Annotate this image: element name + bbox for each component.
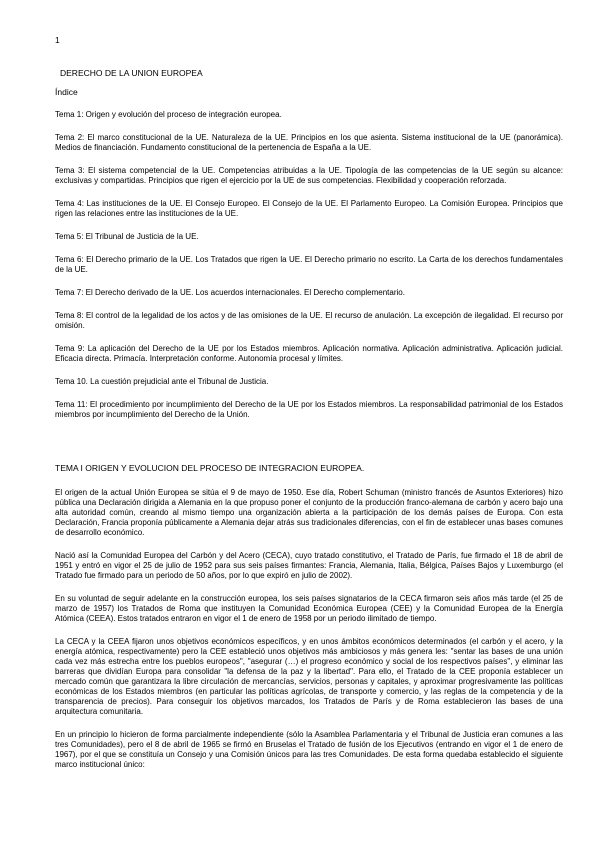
index-heading: Índice [55, 87, 78, 97]
topic-item: Tema 2: El marco constitucional de la UE. Naturaleza de la UE. Principios en los que asienta. Sistema institucional de la UE (panorámica). Medios de financiación. Fundamento constitucional de la pertenencia de España a la UE. [55, 133, 563, 152]
topic-item: Tema 4: Las instituciones de la UE. El Consejo Europeo. El Consejo de la UE. El Parlamento Europeo. La Comisión Europea. Principios que rigen las relaciones entre las instituciones de la UE. [55, 199, 563, 218]
body-paragraph: El origen de la actual Unión Europea se sitúa el 9 de mayo de 1950. Ese día, Robert Schuman (ministro francés de Asuntos Exteriores) hizo pública una Declaración dirigida a Alemania en la que propuso poner el conjunto de la producción franco-alemana de carbón y acero bajo una alta autoridad común, creando al mismo tiempo una organización abierta a la participación de los demás países de Europa. Con esta Declaración, Francia proponía públicamente a Alemania dejar atrás sus tradicionales diferencias, con el fin de establecer unas bases comunes de desarrollo económico. [55, 488, 563, 537]
topic-item: Tema 3: El sistema competencial de la UE. Competencias atribuidas a la UE. Tipología de las competencias de la UE según su alcance: exclusivas y compartidas. Principios que rigen el ejercicio por la UE de sus competencias. Flexibilidad y cooperación reforzada. [55, 166, 563, 185]
topic-list [55, 110, 563, 433]
topic-item: Tema 10. La cuestión prejudicial ante el Tribunal de Justicia. [55, 377, 269, 386]
topic-item: Tema 6: El Derecho primario de la UE. Los Tratados que rigen la UE. El Derecho primario no escrito. La Carta de los derechos fundamentales de la UE. [55, 255, 563, 274]
document-title: DERECHO DE LA UNION EUROPEA [60, 68, 203, 78]
topic-item: Tema 8: El control de la legalidad de los actos y de las omisiones de la UE. El recurso de anulación. La excepción de ilegalidad. El recurso por omisión. [55, 311, 563, 330]
page-number: 1 [55, 35, 60, 45]
topic-item: Tema 1: Origen y evolución del proceso de integración europea. [55, 110, 282, 119]
topic-item: Tema 5: El Tribunal de Justicia de la UE. [55, 232, 199, 241]
body-paragraph: La CECA y la CEEA fijaron unos objetivos económicos específicos, y en unos ámbitos económicos determinados (el carbón y el acero, y la energía atómica, respectivamente) pero la CEE estableció unos objetivos más ambiciosos y más genera les: "sentar las bases de una unión cada vez más estrecha entre los pueblos europeos", "asegurar (…) el progreso económico y social de los respectivos países", y eliminar las barreras que dividían Europa para consolidar "la defensa de la paz y la libertad". Para ello, el Tratado de la CEE proponía establecer un mercado común que garantizara la libre circulación de mercancías, servicios, personas y capitales, y aproximar progresivamente las políticas económicas de los Estados miembros (en particular las políticas agrícolas, de transporte y comercio, y las reglas de la competencia y de la transparencia de precios). Para conseguir los objetivos marcados, los Tratados de París y de Roma establecieron las bases de una arquitectura comunitaria. [55, 637, 563, 716]
section-heading: TEMA I ORIGEN Y EVOLUCION DEL PROCESO DE INTEGRACION EUROPEA. [55, 463, 365, 473]
topic-item: Tema 7: El Derecho derivado de la UE. Los acuerdos internacionales. El Derecho complementario. [55, 288, 405, 297]
body-paragraph: En su voluntad de seguir adelante en la construcción europea, los seis países signatarios de la CECA firmaron seis años más tarde (el 25 de marzo de 1957) los Tratados de Roma que instituyen la Comunidad Económica Europea (CEE) y la Comunidad Europea de la Energía Atómica (CEEA). Estos tratados entraron en vigor el 1 de enero de 1958 por un periodo ilimitado de tiempo. [55, 594, 563, 623]
body-paragraph: En un principio lo hicieron de forma parcialmente independiente (sólo la Asamblea Parlamentaria y el Tribunal de Justicia eran comunes a las tres Comunidades), pero el 8 de abril de 1965 se firmó en Bruselas el Tratado de fusión de los Ejecutivos (entrando en vigor el 1 de enero de 1967), por el que se constituía un Consejo y una Comisión únicos para las tres Comunidades. De esta forma quedaba establecido el siguiente marco institucional único: [55, 730, 563, 769]
topic-item: Tema 9: La aplicación del Derecho de la UE por los Estados miembros. Aplicación normativa. Aplicación administrativa. Aplicación judicial. Eficacia directa. Primacía. Interpretación conforme. Autonomía procesal y límites. [55, 344, 563, 363]
section-body [55, 488, 563, 783]
topic-item: Tema 11: El procedimiento por incumplimiento del Derecho de la UE por los Estados miembros. La responsabilidad patrimonial de los Estados miembros por incumplimiento del Derecho de la Unión. [55, 400, 563, 419]
body-paragraph: Nació así la Comunidad Europea del Carbón y del Acero (CECA), cuyo tratado constitutivo, el Tratado de París, fue firmado el 18 de abril de 1951 y entró en vigor el 25 de julio de 1952 para sus seis países firmantes: Francia, Alemania, Italia, Bélgica, Países Bajos y Luxemburgo (el Tratado fue firmado para un periodo de 50 años, por lo que expiró en julio de 2002). [55, 551, 563, 580]
